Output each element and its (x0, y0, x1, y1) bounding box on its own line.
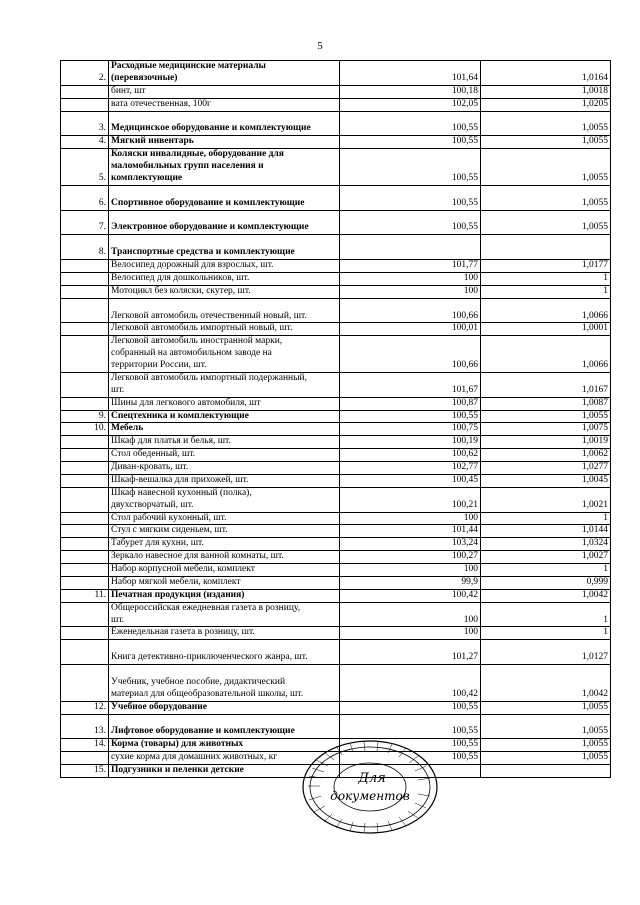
row-index (61, 285, 109, 298)
index-percent: 100,87 (340, 397, 481, 410)
row-index (61, 372, 109, 397)
table-row (61, 665, 611, 702)
item-name-line: вата отечественная, 100г (111, 98, 211, 109)
item-name-line: Велосипед дорожный для взрослых, шт. (111, 260, 274, 270)
table-row (61, 589, 611, 602)
stamp-text-top: Для (358, 771, 386, 786)
index-percent: 100,66 (340, 298, 481, 323)
item-name-line: Шкаф-вешалка для прихожей, шт. (111, 474, 249, 485)
row-index (61, 397, 109, 410)
item-name-line: Шкаф для платья и белья, шт. (111, 436, 231, 447)
index-coefficient: 1 (481, 512, 611, 525)
index-percent: 100 (340, 602, 481, 627)
index-coefficient: 1,0055 (481, 714, 611, 739)
index-percent: 100,19 (340, 436, 481, 449)
index-coefficient: 1,0055 (481, 149, 611, 186)
row-index (61, 436, 109, 449)
row-index (61, 272, 109, 285)
item-name (109, 410, 340, 423)
index-percent: 100,66 (340, 336, 481, 373)
item-name (109, 372, 340, 397)
item-name-line (111, 715, 337, 727)
table-row (61, 136, 611, 149)
item-name (109, 436, 340, 449)
item-name-line (111, 112, 337, 124)
index-coefficient: 1,0001 (481, 323, 611, 336)
index-percent: 101,77 (340, 260, 481, 273)
index-percent: 100,55 (340, 714, 481, 739)
item-name-line: Коляски инвалидные, оборудование для (111, 149, 284, 160)
row-index: 7. (61, 210, 109, 235)
row-index (61, 85, 109, 98)
item-name-line: Мотоцикл без коляски, скутер, шт. (111, 285, 251, 296)
row-index (61, 576, 109, 589)
index-percent: 101,27 (340, 640, 481, 665)
table-row (61, 285, 611, 298)
item-name-line (111, 665, 337, 677)
index-percent: 100,55 (340, 210, 481, 235)
item-name-line: Стул с мягким сиденьем, шт. (111, 525, 228, 536)
item-name-line (111, 299, 337, 311)
item-name-line (111, 211, 337, 223)
row-index (61, 640, 109, 665)
index-percent: 100 (340, 564, 481, 577)
index-percent: 100,55 (340, 701, 481, 714)
index-coefficient: 1,0018 (481, 85, 611, 98)
item-name-line: Легковой автомобиль иностранной марки, (111, 336, 283, 347)
item-name (109, 640, 340, 665)
index-coefficient: 1,0027 (481, 551, 611, 564)
table-row (61, 323, 611, 336)
index-coefficient: 1,0055 (481, 410, 611, 423)
item-name-line: Спецтехника и комплектующие (111, 410, 249, 421)
table-row (61, 149, 611, 186)
index-percent: 100,42 (340, 589, 481, 602)
index-coefficient: 1,0055 (481, 739, 611, 752)
index-coefficient: 1 (481, 272, 611, 285)
index-percent: 101,64 (340, 61, 481, 86)
item-name (109, 665, 340, 702)
index-coefficient (481, 235, 611, 260)
item-name (109, 136, 340, 149)
item-name-line: Зеркало навесное для ванной комнаты, шт. (111, 551, 284, 562)
item-name-line: Подгузники и пеленки детские (111, 765, 244, 775)
row-index (61, 538, 109, 551)
index-percent: 100,55 (340, 739, 481, 752)
item-name (109, 487, 340, 512)
index-percent: 100,42 (340, 665, 481, 702)
index-coefficient: 1,0062 (481, 449, 611, 462)
index-coefficient: 1,0324 (481, 538, 611, 551)
item-name (109, 701, 340, 714)
table-row (61, 640, 611, 665)
row-index (61, 512, 109, 525)
table-row (61, 436, 611, 449)
row-index: 12. (61, 701, 109, 714)
table-row (61, 372, 611, 397)
index-coefficient: 1 (481, 564, 611, 577)
item-name-line (111, 186, 337, 198)
row-index (61, 525, 109, 538)
row-index (61, 487, 109, 512)
index-percent: 100,01 (340, 323, 481, 336)
table-row (61, 564, 611, 577)
table-row (61, 111, 611, 136)
index-percent: 100,21 (340, 487, 481, 512)
item-name-line: Шкаф навесной кухонный (полка), (111, 487, 252, 498)
table-row (61, 487, 611, 512)
row-index: 4. (61, 136, 109, 149)
index-percent: 100 (340, 512, 481, 525)
item-name-line: Общероссийская ежедневная газета в розницу, (111, 602, 301, 613)
table-row (61, 602, 611, 627)
item-name (109, 602, 340, 627)
item-name (109, 272, 340, 285)
index-coefficient: 1,0055 (481, 136, 611, 149)
table-body (61, 61, 611, 778)
index-coefficient: 1,0055 (481, 210, 611, 235)
index-coefficient: 1 (481, 285, 611, 298)
index-coefficient: 1,0167 (481, 372, 611, 397)
index-coefficient: 1,0164 (481, 61, 611, 86)
row-index (61, 474, 109, 487)
item-name (109, 714, 340, 739)
item-name (109, 323, 340, 336)
item-name-line: Корма (товары) для животных (111, 739, 244, 750)
index-percent: 102,05 (340, 98, 481, 111)
item-name (109, 512, 340, 525)
item-name-line: Учебник, учебное пособие, дидактический (111, 676, 286, 687)
index-coefficient: 1,0144 (481, 525, 611, 538)
item-name-line: Электронное оборудование и комплектующие (111, 222, 309, 233)
index-coefficient (481, 765, 611, 778)
item-name-line: Мягкий инвентарь (111, 136, 194, 147)
item-name (109, 474, 340, 487)
item-name-line: Медицинское оборудование и комплектующие (111, 123, 311, 134)
item-name-line: Мебель (111, 423, 144, 434)
item-name (109, 85, 340, 98)
index-coefficient: 1,0055 (481, 701, 611, 714)
row-index: 15. (61, 765, 109, 778)
index-coefficient: 1,0055 (481, 111, 611, 136)
item-name (109, 564, 340, 577)
table-row (61, 410, 611, 423)
item-name-line: собранный на автомобильном заводе на (111, 348, 272, 359)
index-percent: 102,77 (340, 462, 481, 475)
item-name (109, 525, 340, 538)
row-index (61, 462, 109, 475)
item-name (109, 627, 340, 640)
index-percent (340, 235, 481, 260)
item-name-line: Учебное оборудование (111, 701, 207, 712)
row-index (61, 564, 109, 577)
item-name-line: Легковой автомобиль импортный подержанный, (111, 372, 307, 383)
item-name (109, 462, 340, 475)
item-name (109, 61, 340, 86)
index-percent: 100,18 (340, 85, 481, 98)
row-index: 2. (61, 61, 109, 86)
index-percent: 99,9 (340, 576, 481, 589)
item-name (109, 285, 340, 298)
index-percent: 100,55 (340, 410, 481, 423)
row-index (61, 298, 109, 323)
item-name-line (111, 640, 337, 652)
item-name-line: (перевязочные) (111, 72, 178, 83)
item-name-line: Шины для легкового автомобиля, шт (111, 397, 261, 408)
index-percent: 100,62 (340, 449, 481, 462)
index-coefficient: 1,0127 (481, 640, 611, 665)
item-name (109, 298, 340, 323)
item-name-line: Диван-кровать, шт. (111, 462, 189, 472)
item-name (109, 185, 340, 210)
item-name-line: Велосипед для дошкольников, шт. (111, 272, 250, 283)
row-index: 10. (61, 423, 109, 436)
item-name-line: шт. (111, 384, 125, 395)
row-index (61, 323, 109, 336)
round-stamp (300, 738, 440, 836)
table-row (61, 538, 611, 551)
index-coefficient: 1 (481, 602, 611, 627)
table-row (61, 85, 611, 98)
index-coefficient: 1,0055 (481, 185, 611, 210)
index-percent: 100,55 (340, 136, 481, 149)
item-name (109, 260, 340, 273)
row-index (61, 98, 109, 111)
row-index: 9. (61, 410, 109, 423)
index-percent: 101,67 (340, 372, 481, 397)
table-row (61, 423, 611, 436)
row-index (61, 752, 109, 765)
index-coefficient: 1,0045 (481, 474, 611, 487)
item-name-line: Стол рабочий кухонный, шт. (111, 512, 227, 523)
item-name (109, 538, 340, 551)
index-percent: 100 (340, 285, 481, 298)
item-name-line: Расходные медицинские материалы (111, 61, 266, 71)
table-row (61, 185, 611, 210)
item-name (109, 589, 340, 602)
index-coefficient: 1,0019 (481, 436, 611, 449)
row-index: 8. (61, 235, 109, 260)
price-index-table (60, 60, 611, 778)
row-index (61, 260, 109, 273)
item-name (109, 423, 340, 436)
item-name-line: Стол обеденный, шт. (111, 449, 196, 460)
index-percent: 103,24 (340, 538, 481, 551)
table-row (61, 551, 611, 564)
index-coefficient: 1,0177 (481, 260, 611, 273)
table-row (61, 235, 611, 260)
item-name (109, 576, 340, 589)
table-row (61, 260, 611, 273)
table-row (61, 298, 611, 323)
index-coefficient: 1,0042 (481, 589, 611, 602)
index-percent: 100,45 (340, 474, 481, 487)
page-number: 5 (317, 40, 323, 52)
index-coefficient: 1 (481, 627, 611, 640)
item-name-line: Набор корпусной мебели, комплект (111, 564, 255, 574)
item-name-line: Печатная продукция (издания) (111, 589, 245, 600)
index-percent: 100,55 (340, 752, 481, 765)
index-coefficient: 1,0087 (481, 397, 611, 410)
index-coefficient: 1,0205 (481, 98, 611, 111)
table-row (61, 714, 611, 739)
index-percent: 101,44 (340, 525, 481, 538)
table-row (61, 98, 611, 111)
item-name (109, 235, 340, 260)
item-name (109, 397, 340, 410)
index-percent: 100 (340, 627, 481, 640)
item-name-line: двухстворчатый, шт. (111, 499, 194, 510)
row-index (61, 336, 109, 373)
index-percent: 100,55 (340, 149, 481, 186)
row-index: 13. (61, 714, 109, 739)
item-name (109, 336, 340, 373)
index-coefficient: 1,0277 (481, 462, 611, 475)
row-index (61, 627, 109, 640)
index-percent: 100,55 (340, 111, 481, 136)
item-name-line: Набор мягкой мебели, комплект (111, 576, 241, 587)
item-name (109, 98, 340, 111)
row-index: 3. (61, 111, 109, 136)
item-name-line: Табурет для кухни, шт. (111, 538, 204, 549)
table-row (61, 210, 611, 235)
row-index (61, 602, 109, 627)
index-percent: 100,75 (340, 423, 481, 436)
item-name-line: Легковой автомобиль импортный новый, шт. (111, 323, 293, 334)
table-row (61, 61, 611, 86)
row-index (61, 551, 109, 564)
table-row (61, 474, 611, 487)
table-row (61, 272, 611, 285)
item-name-line: Лифтовое оборудование и комплектующие (111, 726, 295, 737)
row-index (61, 449, 109, 462)
index-coefficient: 0,999 (481, 576, 611, 589)
item-name (109, 210, 340, 235)
index-coefficient: 1,0055 (481, 752, 611, 765)
item-name (109, 149, 340, 186)
table-row (61, 462, 611, 475)
table-row (61, 397, 611, 410)
row-index: 6. (61, 185, 109, 210)
row-index (61, 665, 109, 702)
item-name-line: бинт, шт (111, 85, 146, 96)
item-name-line: материал для общеобразовательной школы, шт. (111, 688, 304, 699)
table-row (61, 576, 611, 589)
index-coefficient: 1,0042 (481, 665, 611, 702)
table-row (61, 449, 611, 462)
item-name-line: Транспортные средства и комплектующие (111, 247, 295, 258)
row-index: 11. (61, 589, 109, 602)
item-name-line: Легковой автомобиль отечественный новый, шт. (111, 310, 307, 321)
index-coefficient: 1,0021 (481, 487, 611, 512)
table-row (61, 525, 611, 538)
item-name (109, 551, 340, 564)
item-name-line (111, 235, 337, 247)
index-percent: 100 (340, 272, 481, 285)
item-name (109, 111, 340, 136)
item-name-line: Книга детективно-приключенческого жанра, шт. (111, 652, 308, 663)
index-percent: 100,55 (340, 185, 481, 210)
item-name-line: шт. (111, 614, 125, 625)
item-name-line: сухие корма для домашних животных, кг (111, 752, 278, 763)
item-name-line: Спортивное оборудование и комплектующие (111, 197, 305, 208)
index-coefficient: 1,0066 (481, 336, 611, 373)
item-name (109, 449, 340, 462)
table-row (61, 627, 611, 640)
table-row (61, 512, 611, 525)
item-name-line: маломобильных групп населения и (111, 161, 264, 171)
item-name-line: Еженедельная газета в розницу, шт. (111, 627, 255, 638)
item-name-line: территории России, шт. (111, 360, 207, 370)
table-row (61, 336, 611, 373)
index-coefficient: 1,0075 (481, 423, 611, 436)
index-coefficient: 1,0066 (481, 298, 611, 323)
row-index: 5. (61, 149, 109, 186)
table-row (61, 701, 611, 714)
stamp-text-bottom: документов (330, 789, 410, 803)
index-percent: 100,27 (340, 551, 481, 564)
item-name-line: комплектующие (111, 172, 183, 183)
row-index: 14. (61, 739, 109, 752)
